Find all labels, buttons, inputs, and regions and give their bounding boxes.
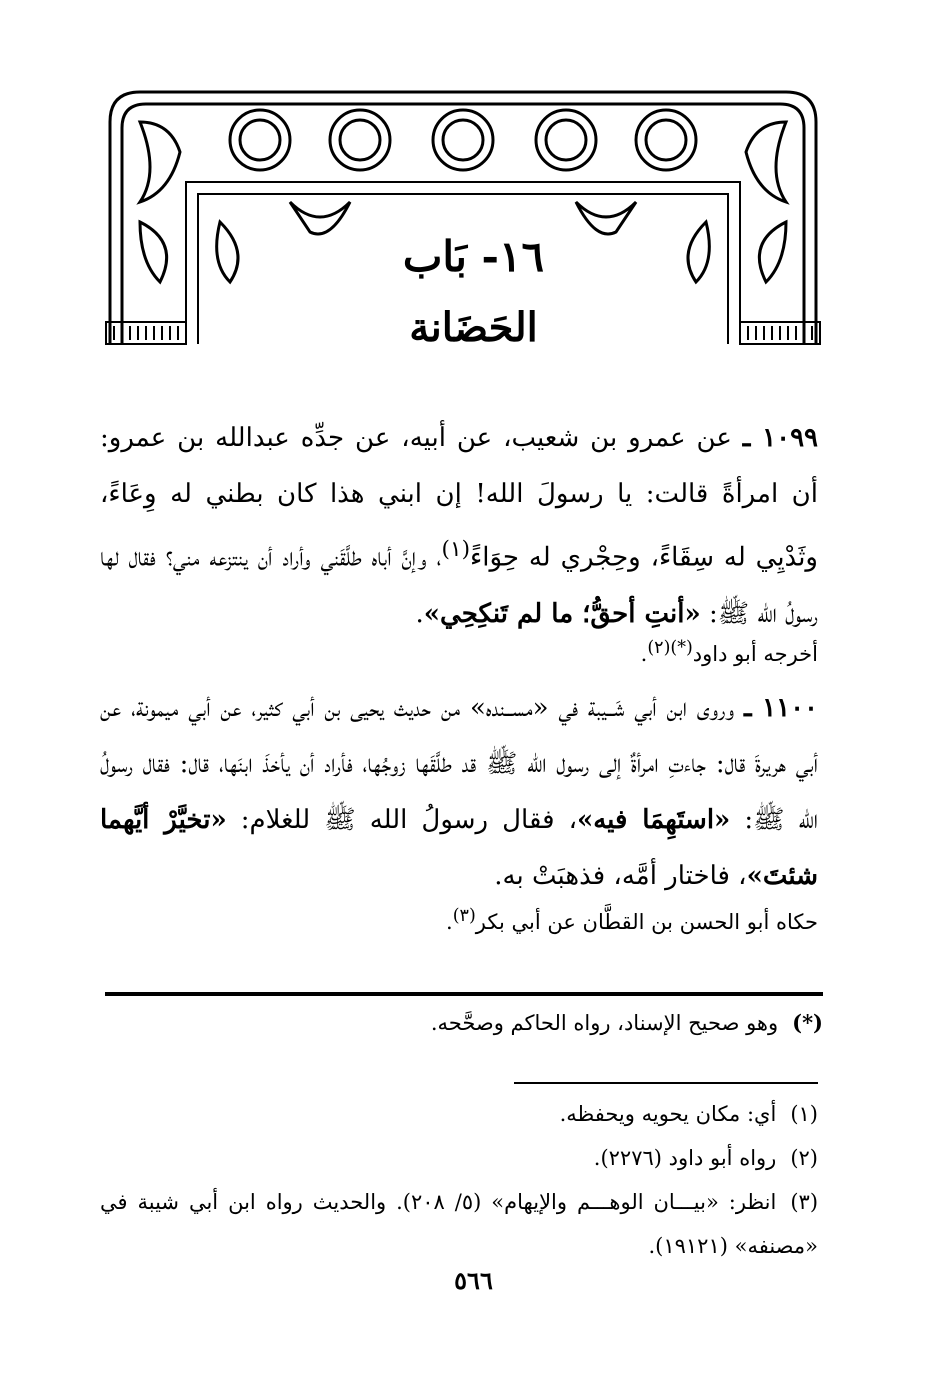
hadith-1100-source <box>100 893 878 945</box>
page-number: ٥٦٦ <box>454 1266 493 1295</box>
hadith-number: ١١٠٠ ـ <box>743 693 819 723</box>
hadith-end: . <box>415 598 424 629</box>
hadith-1100-text <box>100 680 818 904</box>
source-end: . <box>640 642 648 666</box>
prophetic-quote: «استَهِمَا فيه» <box>576 805 731 835</box>
hadith-1099 <box>100 410 818 642</box>
footnote-mark: (١) <box>790 1102 818 1126</box>
footnote-text: انظر: «بيـــان الوهـــم والإيهام» (٥/ ٢٠٨). والحديث رواه ابن أبي شيبة في «مصنفه» (١٩١٢١). <box>100 1190 818 1258</box>
footnote-ref: (١) <box>441 537 471 562</box>
footnote-divider <box>514 1082 818 1084</box>
footnote-text: أي: مكان يحويه ويحفظه. <box>559 1102 777 1126</box>
footnote-item <box>100 1136 818 1180</box>
hadith-1100 <box>100 680 818 904</box>
section-divider <box>105 992 823 996</box>
note-mark: (*) <box>792 1010 823 1035</box>
hadith-1099-source <box>100 625 878 677</box>
footnote-ref: (*)(٢) <box>647 638 693 658</box>
source-text: أخرجه أبو داود <box>692 642 818 666</box>
footnote-text: رواه أبو داود (٢٢٧٦). <box>593 1146 777 1170</box>
hadith-text-part: وروى ابن أبي شَــيبة في «مســنده» من حديث يحيى بن أبي كثير، عن أبي ميمونة، عن أبي هريرةَ قال: جاءتِ امرأةٌ إلى رسول الله ﷺ قد طلَّقَها زوجُها، فأراد أن يأخذَ ابنَها، قال: فقال رسولُ الله ﷺ: <box>100 693 818 835</box>
hadith-text-part: ، وإنَّ أباه طلَّقَني وأراد أن ينتزعه مني؟ فقال لها رسولُ الله ﷺ: <box>100 542 818 629</box>
hadith-text-part: ، فاختار أمَّه، فذهبَتْ به. <box>494 861 747 891</box>
footnote-item <box>100 1180 818 1268</box>
footnotes <box>100 1092 818 1268</box>
footnote-ref: (٣) <box>452 906 476 926</box>
hadith-text-part: عن عمرو بن شعيب، عن أبيه، عن جدِّه عبدالله بن عمرو: أن امرأةً قالت: يا رسولَ الله! إن ابني هذا كان بطني له وِعَاءً، وثَدْيِي له سِقَاءً، وحِجْري له حِوَاءً <box>100 423 818 573</box>
footnote-item <box>100 1092 818 1136</box>
prophetic-quote: «أنتِ أحقُّ؛ ما لم تَنكِحِي» <box>423 598 701 629</box>
source-end: . <box>446 910 453 934</box>
chapter-title: الحَضَانة <box>409 304 538 351</box>
footnote-mark: (٣) <box>790 1190 819 1214</box>
hadith-text-part: ، فقال رسولُ الله ﷺ للغلام: <box>226 805 577 835</box>
chapter-number: ١٦- بَاب <box>402 232 545 281</box>
footnote-mark: (٢) <box>790 1146 818 1170</box>
note-text: وهو صحيح الإسناد، رواه الحاكم وصحَّحه. <box>430 1011 779 1035</box>
editor-note <box>105 1008 823 1038</box>
hadith-1099-text <box>100 410 818 642</box>
source-text: حكاه أبو الحسن بن القطَّان عن أبي بكر <box>475 910 818 934</box>
hadith-number: ١٠٩٩ ـ <box>742 423 819 453</box>
prophetic-quote: «تخيَّرْ أيَّهما شئتَ» <box>100 805 818 891</box>
